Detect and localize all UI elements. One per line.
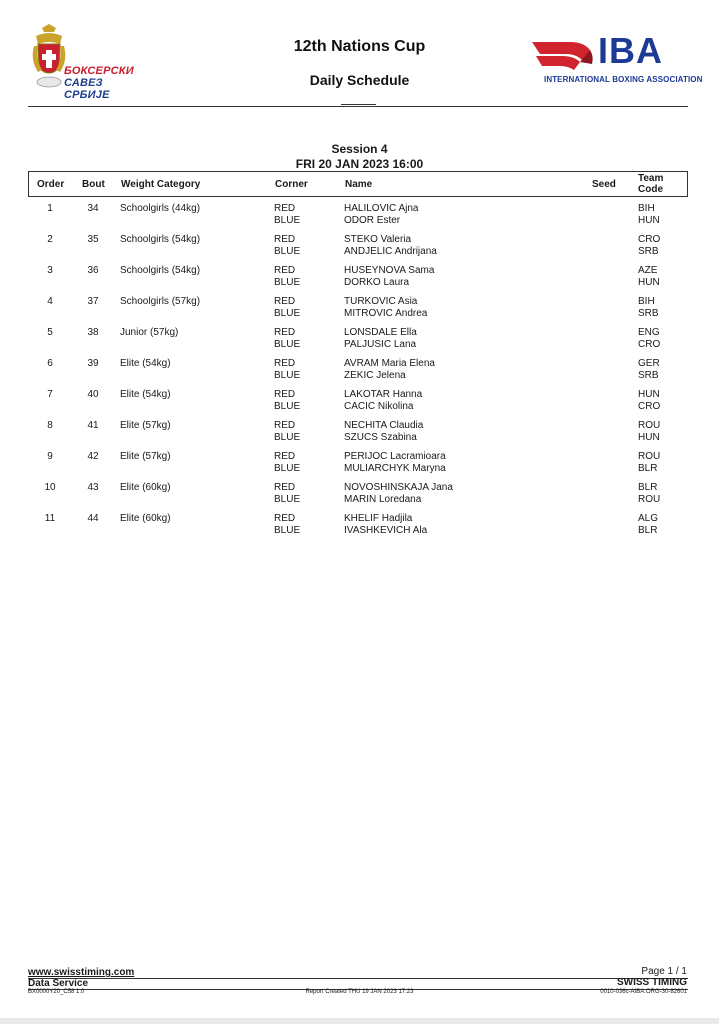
order-cell: 3 — [47, 265, 53, 276]
bout-cell: 43 — [87, 482, 99, 493]
table-row — [28, 513, 688, 543]
blue-team-code: HUN — [638, 215, 660, 226]
blue-team-code: HUN — [638, 432, 660, 443]
blue-team-code: BLR — [638, 525, 658, 536]
bout-cell: 35 — [87, 234, 99, 245]
footer-rule-top — [28, 978, 688, 979]
header-rule — [28, 106, 688, 107]
column-weight-category: Weight Category — [121, 179, 201, 190]
swiss-timing-label: SWISS TIMING — [617, 977, 687, 988]
blue-corner-cell: BLUE — [274, 215, 301, 226]
red-corner-cell: RED — [274, 327, 296, 338]
order-cell: 7 — [47, 389, 53, 400]
data-service-label: Data Service — [28, 978, 89, 989]
iba-wordmark: IBA — [598, 30, 663, 71]
blue-corner-cell: BLUE — [274, 432, 301, 443]
red-boxer-name: NECHITA Claudia — [344, 420, 424, 431]
blue-boxer-name: SZUCS Szabina — [344, 432, 417, 443]
bout-cell: 40 — [87, 389, 99, 400]
red-boxer-name: TURKOVIC Asia — [344, 296, 418, 307]
column-team-code-line2: Code — [638, 184, 663, 195]
red-corner-cell: RED — [274, 265, 296, 276]
red-corner-cell: RED — [274, 482, 296, 493]
table-row — [28, 358, 688, 388]
blue-team-code: BLR — [638, 463, 658, 474]
red-boxer-name: NOVOSHINSKAJA Jana — [344, 482, 453, 493]
blue-boxer-name: ANDJELIC Andrijana — [344, 246, 437, 257]
red-team-code: ALG — [638, 513, 659, 524]
blue-team-code: SRB — [638, 246, 659, 257]
table-row — [28, 265, 688, 295]
red-boxer-name: LAKOTAR Hanna — [344, 389, 423, 400]
weight-category-cell: Elite (54kg) — [120, 358, 171, 369]
order-cell: 8 — [47, 420, 53, 431]
column-team-code — [638, 173, 663, 195]
page-number: Page 1 / 1 — [641, 966, 687, 977]
bout-cell: 34 — [87, 203, 99, 214]
column-name: Name — [345, 179, 373, 190]
column-corner: Corner — [275, 179, 308, 190]
red-team-code: CRO — [638, 234, 661, 245]
session-datetime: FRI 20 JAN 2023 16:00 — [295, 157, 424, 171]
table-row — [28, 451, 688, 481]
red-corner-cell: RED — [274, 234, 296, 245]
blue-boxer-name: MULIARCHYK Maryna — [344, 463, 446, 474]
weight-category-cell: Schoolgirls (44kg) — [120, 203, 201, 214]
blue-boxer-name: ZEKIC Jelena — [344, 370, 406, 381]
table-row — [28, 482, 688, 512]
bout-cell: 44 — [87, 513, 99, 524]
table-row — [28, 203, 688, 233]
red-team-code: AZE — [638, 265, 658, 276]
red-corner-cell: RED — [274, 203, 296, 214]
red-team-code: ROU — [638, 451, 661, 462]
weight-category-cell: Junior (57kg) — [120, 327, 179, 338]
document-subtitle: Daily Schedule — [309, 72, 410, 88]
red-team-code: ROU — [638, 420, 661, 431]
red-team-code: GER — [638, 358, 660, 369]
blue-team-code: SRB — [638, 308, 659, 319]
blue-boxer-name: DORKO Laura — [344, 277, 410, 288]
red-corner-cell: RED — [274, 420, 296, 431]
blue-boxer-name: PALJUSIC Lana — [344, 339, 417, 350]
blue-corner-cell: BLUE — [274, 463, 301, 474]
red-boxer-name: HALILOVIC Ajna — [344, 203, 419, 214]
red-team-code: HUN — [638, 389, 660, 400]
bout-cell: 39 — [87, 358, 99, 369]
column-order: Order — [37, 179, 65, 190]
reference-code: 0010-036c-AIBA.ORG-30-82601 — [600, 989, 687, 995]
red-team-code: BLR — [638, 482, 658, 493]
blue-team-code: ROU — [638, 494, 661, 505]
blue-boxer-name: MITROVIC Andrea — [344, 308, 428, 319]
red-boxer-name: KHELIF Hadjila — [344, 513, 413, 524]
red-boxer-name: AVRAM Maria Elena — [344, 358, 435, 369]
logo-line-2: САВЕЗ СРБИЈЕ — [64, 77, 110, 101]
bout-cell: 41 — [87, 420, 99, 431]
red-team-code: BIH — [638, 296, 655, 307]
red-corner-cell: RED — [274, 513, 296, 524]
blue-corner-cell: BLUE — [274, 370, 301, 381]
weight-category-cell: Elite (54kg) — [120, 389, 171, 400]
red-boxer-name: HUSEYNOVA Sama — [344, 265, 435, 276]
weight-category-cell: Schoolgirls (57kg) — [120, 296, 201, 307]
blue-corner-cell: BLUE — [274, 246, 301, 257]
table-row — [28, 420, 688, 450]
red-team-code: BIH — [638, 203, 655, 214]
blue-corner-cell: BLUE — [274, 277, 301, 288]
document-title: 12th Nations Cup — [293, 38, 426, 55]
weight-category-cell: Elite (57kg) — [120, 420, 171, 431]
blue-corner-cell: BLUE — [274, 494, 301, 505]
blue-corner-cell: BLUE — [274, 339, 301, 350]
iba-glove-icon — [530, 38, 596, 74]
weight-category-cell: Elite (57kg) — [120, 451, 171, 462]
weight-category-cell: Elite (60kg) — [120, 482, 171, 493]
order-cell: 11 — [44, 513, 56, 524]
iba-logo — [530, 30, 703, 86]
red-corner-cell: RED — [274, 296, 296, 307]
red-corner-cell: RED — [274, 451, 296, 462]
session-name: Session 4 — [331, 142, 388, 156]
column-seed: Seed — [592, 179, 616, 190]
bout-cell: 36 — [87, 265, 99, 276]
red-boxer-name: PERIJOC Lacramioara — [344, 451, 446, 462]
blue-team-code: HUN — [638, 277, 660, 288]
bottom-strip — [0, 1018, 719, 1024]
report-created: Report Created THU 19 JAN 2023 17:23 — [305, 989, 414, 995]
table-header — [28, 171, 688, 197]
bout-cell: 37 — [87, 296, 99, 307]
blue-boxer-name: ODOR Ester — [344, 215, 401, 226]
title-underline — [341, 104, 376, 105]
logo-line-1: БОКСЕРСКИ — [64, 65, 134, 77]
order-cell: 6 — [47, 358, 53, 369]
weight-category-cell: Schoolgirls (54kg) — [120, 234, 201, 245]
blue-boxer-name: IVASHKEVICH Ala — [344, 525, 428, 536]
blue-team-code: CRO — [638, 401, 661, 412]
column-bout: Bout — [82, 179, 105, 190]
table-row — [28, 234, 688, 264]
blue-boxer-name: MARIN Loredana — [344, 494, 422, 505]
weight-category-cell: Schoolgirls (54kg) — [120, 265, 201, 276]
weight-category-cell: Elite (60kg) — [120, 513, 171, 524]
column-team-code-line1: Team — [638, 173, 664, 184]
bout-cell: 42 — [87, 451, 99, 462]
order-cell: 9 — [47, 451, 53, 462]
red-corner-cell: RED — [274, 358, 296, 369]
order-cell: 5 — [47, 327, 53, 338]
table-row — [28, 327, 688, 357]
order-cell: 10 — [44, 482, 56, 493]
blue-team-code: SRB — [638, 370, 659, 381]
order-cell: 2 — [47, 234, 53, 245]
blue-corner-cell: BLUE — [274, 401, 301, 412]
red-boxer-name: LONSDALE Ella — [344, 327, 417, 338]
red-boxer-name: STEKO Valeria — [344, 234, 412, 245]
bout-cell: 38 — [87, 327, 99, 338]
order-cell: 1 — [47, 203, 53, 214]
iba-subtitle: INTERNATIONAL BOXING ASSOCIATION — [544, 75, 703, 84]
table-row — [28, 389, 688, 419]
order-cell: 4 — [47, 296, 53, 307]
blue-corner-cell: BLUE — [274, 308, 301, 319]
footer-url-link[interactable]: www.swisstiming.com — [28, 967, 135, 978]
table-row — [28, 296, 688, 326]
document-code: BX0000Y20_C58 1.0 — [28, 989, 85, 995]
blue-boxer-name: CACIC Nikolina — [344, 401, 414, 412]
blue-team-code: CRO — [638, 339, 661, 350]
red-corner-cell: RED — [274, 389, 296, 400]
blue-corner-cell: BLUE — [274, 525, 301, 536]
red-team-code: ENG — [638, 327, 660, 338]
